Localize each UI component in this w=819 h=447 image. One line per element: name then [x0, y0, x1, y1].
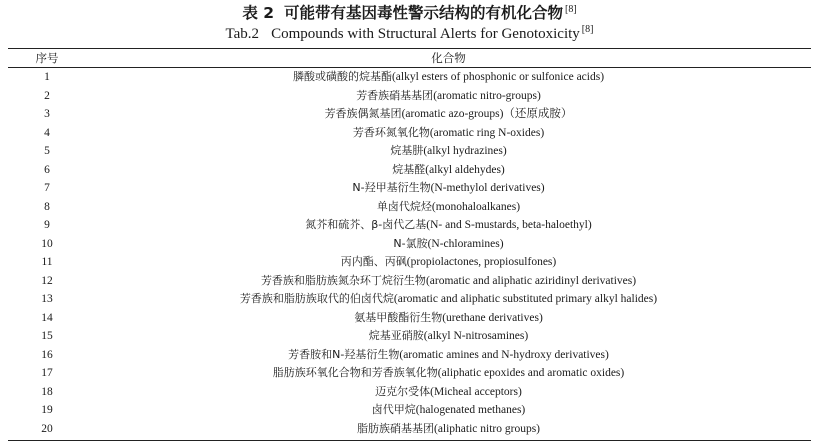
table-number-chinese: 表 2 — [242, 4, 274, 22]
compound-name-english: (alkyl esters of phosphonic or sulfonice acids) — [391, 71, 605, 83]
row-compound — [86, 364, 811, 383]
compound-name-english: (Micheal acceptors) — [430, 385, 522, 398]
table-title-english-text: Compounds with Structural Alerts for Genotoxicity — [271, 26, 580, 42]
compound-name-english: (aromatic ring N-oxides) — [429, 126, 545, 139]
row-index: 13 — [41, 293, 53, 305]
table-bottom-rule — [8, 440, 811, 441]
table-number-english: Tab.2 — [225, 26, 260, 42]
row-compound — [86, 198, 811, 217]
table-row — [8, 142, 811, 161]
row-index: 15 — [41, 330, 53, 342]
compound-name-chinese: 氮芥和硫芥、β-卤代乙基 — [305, 218, 427, 231]
row-index: 7 — [44, 182, 50, 194]
row-index: 4 — [44, 126, 50, 139]
table-top-rule — [8, 48, 811, 49]
compound-name-english: (aromatic and aliphatic aziridinyl derivatives) — [425, 274, 637, 287]
row-index: 6 — [44, 163, 50, 176]
compound-name-chinese: 芳香族偶氮基团 — [324, 107, 402, 120]
row-compound — [86, 401, 811, 420]
compound-name-chinese: 氨基甲酸酯衍生物 — [354, 310, 443, 324]
row-compound — [86, 179, 811, 198]
table-row — [8, 327, 811, 346]
compound-name-chinese: 膦酸或磺酸的烷基酯 — [292, 70, 392, 83]
table-row — [8, 198, 811, 217]
compound-name-english: (aromatic and aliphatic substituted primary alkyl halides) — [393, 293, 658, 305]
compound-name-chinese: 迈克尔受体 — [375, 384, 431, 398]
compound-name-english: (aliphatic nitro groups) — [433, 422, 541, 435]
row-index: 14 — [41, 311, 53, 324]
table-title-chinese — [0, 3, 819, 23]
table-row — [8, 272, 811, 291]
compound-name-chinese: 丙内酯、丙砜 — [340, 255, 407, 268]
row-index: 20 — [41, 422, 53, 435]
compound-name-chinese: 单卤代烷烃 — [376, 199, 432, 213]
compound-name-english: (N- and S-mustards, beta-haloethyl) — [426, 219, 592, 231]
compound-name-chinese: 烷基亚硝胺 — [368, 329, 424, 342]
row-index: 16 — [41, 348, 53, 361]
table-title-chinese-text: 可能带有基因毒性警示结构的有机化合物 — [284, 4, 564, 22]
compound-name-chinese: N-氯胺 — [393, 236, 428, 250]
compound-name-chinese: 脂肪族硝基基团 — [356, 421, 434, 435]
compound-name-chinese: 卤代甲烷 — [371, 403, 416, 416]
compound-name-chinese: 芳香族硝基基团 — [356, 88, 434, 102]
compound-name-english: (aromatic nitro-groups) — [433, 89, 541, 102]
table-row — [8, 235, 811, 254]
compound-name-english: (alkyl hydrazines) — [423, 145, 507, 157]
compound-name-chinese: 烷基醛 — [392, 162, 426, 176]
compound-name-chinese: 芳香族和脂肪族氮杂环丁烷衍生物 — [260, 273, 426, 287]
compound-name-english: (propiolactones, propiosulfones) — [406, 256, 557, 268]
compound-name-english: (alkyl N-nitrosamines) — [423, 330, 529, 342]
row-compound — [86, 161, 811, 180]
table-row — [8, 346, 811, 365]
row-index: 8 — [44, 200, 50, 213]
table-title-chinese-reference: [8] — [565, 3, 577, 15]
table-row — [8, 87, 811, 106]
table-row — [8, 179, 811, 198]
header-index: 序号 — [35, 51, 59, 65]
compound-name-english: (monohaloalkanes) — [431, 200, 521, 213]
table-row — [8, 383, 811, 402]
table-row — [8, 401, 811, 420]
compound-name-english: (N-chloramines) — [427, 237, 504, 250]
row-compound — [86, 309, 811, 328]
table-body — [8, 68, 811, 438]
row-index: 11 — [41, 256, 53, 268]
row-index: 19 — [41, 404, 53, 416]
row-compound — [86, 68, 811, 87]
compound-name-english: (N-methylol derivatives) — [430, 182, 545, 194]
row-compound — [86, 290, 811, 309]
table-row — [8, 364, 811, 383]
row-compound — [86, 383, 811, 402]
row-compound — [86, 216, 811, 235]
row-compound — [86, 87, 811, 106]
row-compound — [86, 420, 811, 439]
compound-name-english: (aliphatic epoxides and aromatic oxides) — [437, 367, 625, 379]
row-compound — [86, 105, 811, 124]
table-row — [8, 68, 811, 87]
row-compound — [86, 124, 811, 143]
row-index: 18 — [41, 385, 53, 398]
row-compound — [86, 346, 811, 365]
row-index: 12 — [41, 274, 53, 287]
row-compound — [86, 272, 811, 291]
table-row — [8, 309, 811, 328]
table-row — [8, 124, 811, 143]
row-compound — [86, 327, 811, 346]
row-compound — [86, 235, 811, 254]
compound-name-english: (halogenated methanes) — [415, 404, 526, 416]
compound-name-chinese: 芳香环氮氧化物 — [352, 125, 430, 139]
row-index: 17 — [41, 367, 53, 379]
row-index: 3 — [44, 108, 50, 120]
compound-name-english: (urethane derivatives) — [442, 311, 543, 324]
table-row — [8, 253, 811, 272]
table-row — [8, 161, 811, 180]
row-index: 10 — [41, 237, 53, 250]
table-row — [8, 216, 811, 235]
row-compound — [86, 253, 811, 272]
table-title-english-reference: [8] — [581, 24, 594, 35]
row-index: 5 — [44, 145, 50, 157]
table-row — [8, 420, 811, 439]
compound-name-chinese: 烷基肼 — [390, 144, 424, 157]
compound-name-chinese: 芳香族和脂肪族取代的伯卤代烷 — [239, 292, 394, 305]
row-index: 2 — [44, 89, 50, 102]
compound-name-chinese: N-羟甲基衍生物 — [352, 181, 431, 194]
table-title-english — [0, 24, 819, 44]
row-compound — [86, 142, 811, 161]
row-index: 9 — [44, 219, 50, 231]
row-index: 1 — [44, 71, 50, 83]
compound-name-english: (aromatic azo-groups)（还原成胺） — [401, 108, 573, 120]
table-header-row — [8, 50, 811, 67]
compound-name-english: (aromatic amines and N-hydroxy derivatives) — [399, 348, 609, 361]
table-row — [8, 290, 811, 309]
compound-name-english: (alkyl aldehydes) — [425, 163, 505, 176]
compound-name-chinese: 芳香胺和N-羟基衍生物 — [288, 347, 400, 361]
header-compound: 化合物 — [431, 51, 466, 65]
table-row — [8, 105, 811, 124]
compound-name-chinese: 脂肪族环氧化合物和芳香族氧化物 — [272, 366, 438, 379]
